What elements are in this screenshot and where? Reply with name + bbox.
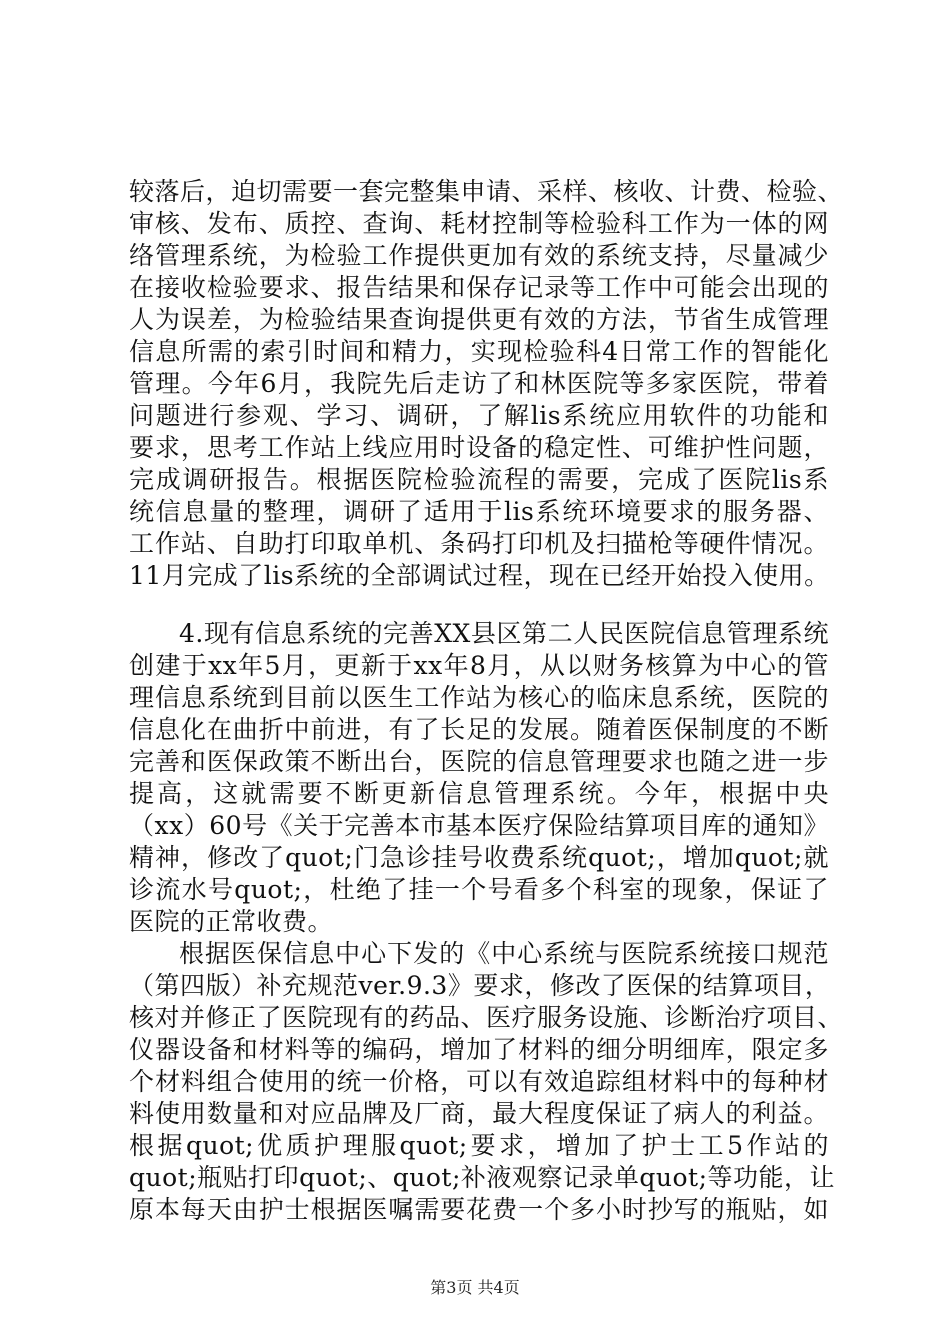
paragraph-1-line-8: 问题进行参观、学习、调研，了解lis系统应用软件的功能和 [129,401,829,430]
paragraph-1-line-5: 人为误差，为检验结果查询提供更有效的方法，节省生成管理 [129,305,829,334]
paragraph-3-line-6: 料使用数量和对应品牌及厂商，最大程度保证了病人的利益。 [129,1099,829,1128]
paragraph-2-line-7: （xx）60号《关于完善本市基本医疗保险结算项目库的通知》 [129,811,829,840]
paragraph-3-line-3: 核对并修正了医院现有的药品、医疗服务设施、诊断治疗项目、 [129,1003,844,1032]
paragraph-1-line-2: 审核、发布、质控、查询、耗材控制等检验科工作为一体的网 [129,209,829,238]
paragraph-1-line-12: 工作站、自助打印取单机、条码打印机及扫描枪等硬件情况。 [129,529,829,558]
paragraph-1-line-4: 在接收检验要求、报告结果和保存记录等工作中可能会出现的 [129,273,829,302]
paragraph-1-line-7: 管理。今年6月，我院先后走访了和林医院等多家医院，带着 [129,369,829,398]
page-footer: 第3页 共4页 [430,1278,520,1297]
paragraph-1-line-10: 完成调研报告。根据医院检验流程的需要，完成了医院lis系 [129,465,829,494]
paragraph-2-line-2: 创建于xx年5月，更新于xx年8月，从以财务核算为中心的管 [129,651,829,680]
paragraph-3-line-1: 根据医保信息中心下发的《中心系统与医院系统接口规范 [179,939,829,968]
paragraph-3-line-9: 原本每天由护士根据医嘱需要花费一个多小时抄写的瓶贴，如 [129,1195,829,1224]
paragraph-2-line-9: 诊流水号quot;，杜绝了挂一个号看多个科室的现象，保证了 [129,875,829,904]
paragraph-3-line-7: 根据quot;优质护理服quot;要求，增加了护士工5作站的 [129,1131,829,1160]
paragraph-2-line-6: 提高，这就需要不断更新信息管理系统。今年，根据中央 [129,779,829,808]
paragraph-2-line-1: 4.现有信息系统的完善XX县区第二人民医院信息管理系统 [179,619,829,648]
paragraph-1-line-11: 统信息量的整理，调研了适用于lis系统环境要求的服务器、 [129,497,829,526]
paragraph-2-line-4: 信息化在曲折中前进，有了长足的发展。随着医保制度的不断 [129,715,829,744]
paragraph-1-line-9: 要求，思考工作站上线应用时设备的稳定性、可维护性问题， [129,433,829,462]
paragraph-1-line-1: 较落后，迫切需要一套完整集申请、采样、核收、计费、检验、 [129,177,844,206]
paragraph-3-line-4: 仪器设备和材料等的编码，增加了材料的细分明细库，限定多 [129,1035,829,1064]
paragraph-3-line-8: quot;瓶贴打印quot;、quot;补液观察记录单quot;等功能，让 [129,1163,836,1192]
paragraph-1-line-3: 络管理系统，为检验工作提供更加有效的系统支持，尽量减少 [129,241,829,270]
paragraph-2-line-10: 医院的正常收费。 [129,907,334,936]
paragraph-2-line-5: 完善和医保政策不断出台，医院的信息管理要求也随之进一步 [129,747,829,776]
paragraph-2-line-8: 精神，修改了quot;门急诊挂号收费系统quot;，增加quot;就 [129,843,829,872]
paragraph-1-line-6: 信息所需的索引时间和精力，实现检验科4日常工作的智能化 [129,337,829,366]
paragraph-2-line-3: 理信息系统到目前以医生工作站为核心的临床息系统，医院的 [129,683,829,712]
paragraph-1-line-13: 11月完成了lis系统的全部调试过程，现在已经开始投入使用。 [129,561,830,590]
paragraph-3-line-5: 个材料组合使用的统一价格，可以有效追踪组材料中的每种材 [129,1067,829,1096]
paragraph-3-line-2: （第四版）补充规范ver.9.3》要求，修改了医保的结算项目， [129,971,831,1000]
